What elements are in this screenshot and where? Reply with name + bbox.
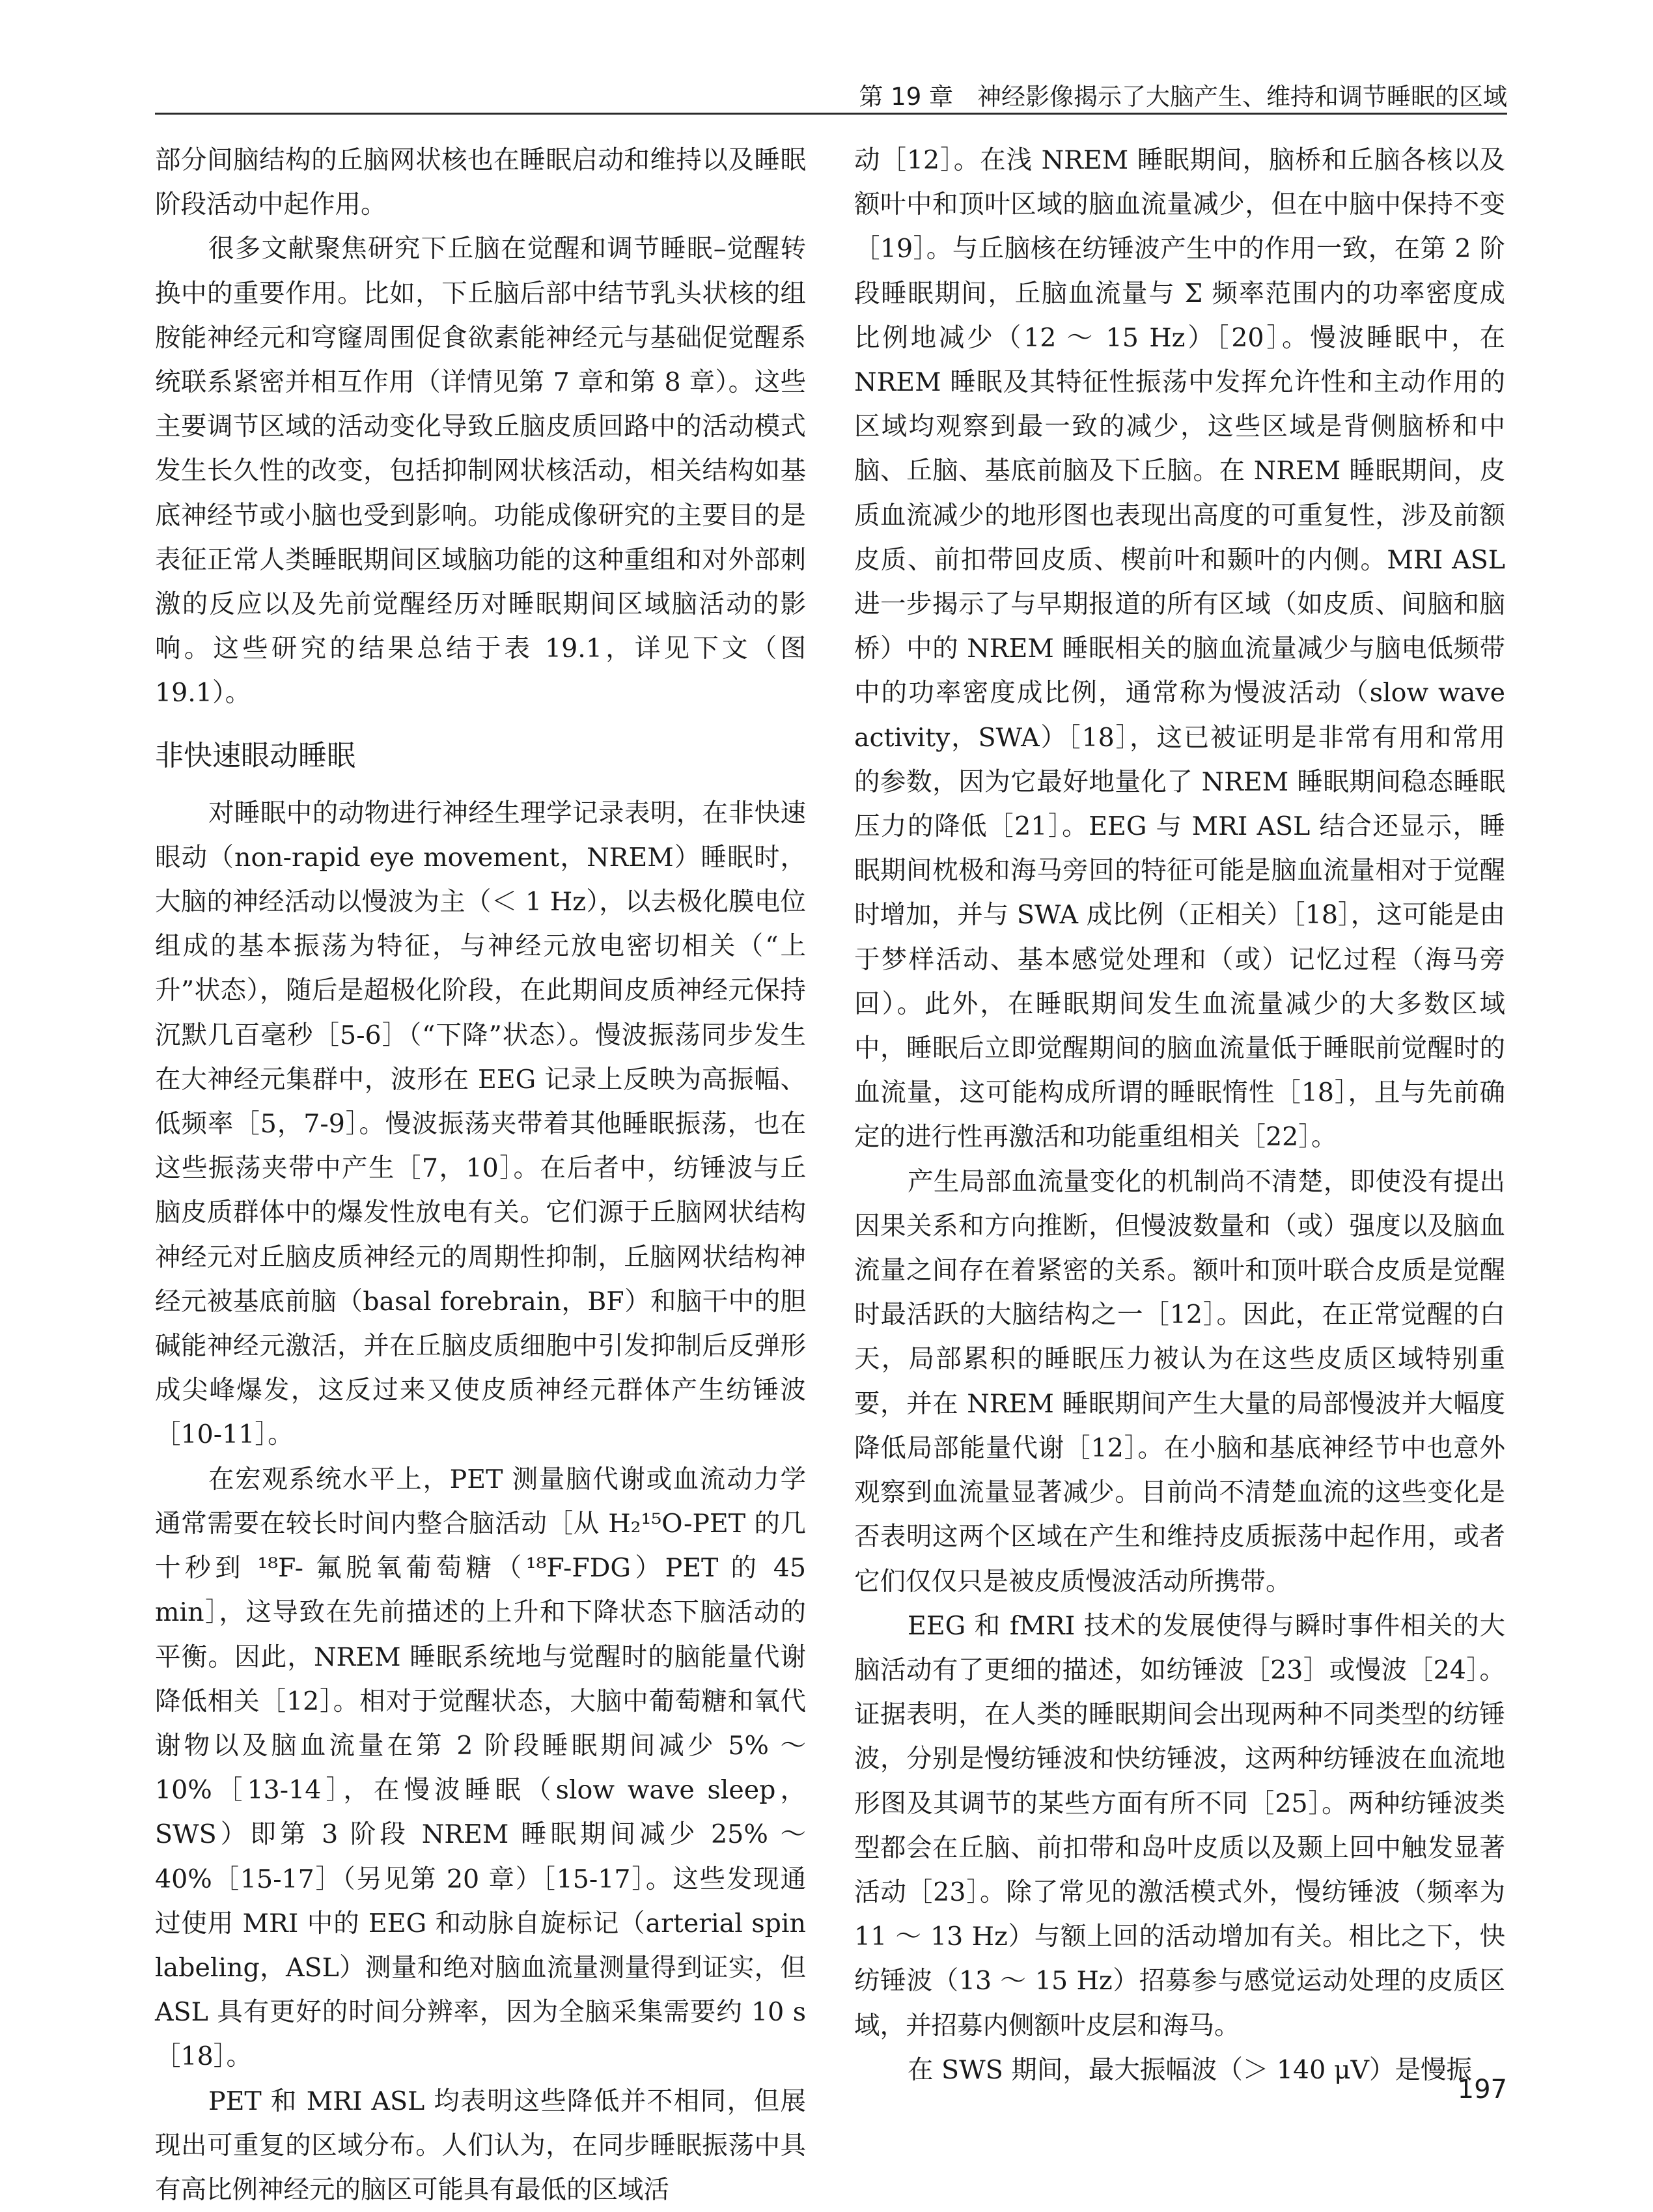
header-rule — [155, 113, 1507, 115]
paragraph: 在宏观系统水平上，PET 测量脑代谢或血流动力学通常需要在较长时间内整合脑活动［从 H₂¹⁵O-PET 的几十秒到 ¹⁸F- 氟脱氧葡萄糖（¹⁸F-FDG）PET 的 45 min］，这导致在先前描述的上升和下降状态下脑活动的平衡。因此，NREM 睡眠系统地与觉醒时的脑能量代谢降低相关［12］。相对于觉醒状态，大脑中葡萄糖和氧代谢物以及脑血流量在第 2 阶段睡眠期间减少 5% ～ 10%［13-14］，在慢波睡眠（slow wave sleep，SWS）即第 3 阶段 NREM 睡眠期间减少 25% ～ 40%［15-17］（另见第 20 章）［15-17］。这些发现通过使用 MRI 中的 EEG 和动脉自旋标记（arterial spin labeling，ASL）测量和绝对脑血流量测量得到证实，但 ASL 具有更好的时间分辨率，因为全脑采集需要约 10 s［18］。 — [155, 1464, 806, 2072]
chapter-title: 第 19 章 神经影像揭示了大脑产生、维持和调节睡眠的区域 — [859, 83, 1507, 111]
section-heading: 非快速眼动睡眠 — [155, 738, 355, 772]
paragraph: 部分间脑结构的丘脑网状核也在睡眠启动和维持以及睡眠阶段活动中起作用。 — [155, 145, 806, 220]
paragraph: PET 和 MRI ASL 均表明这些降低并不相同，但展现出可重复的区域分布。人们认为，在同步睡眠振荡中具有高比例神经元的脑区可能具有最低的区域活 — [155, 2086, 806, 2205]
paragraph: 对睡眠中的动物进行神经生理学记录表明，在非快速眼动（non-rapid eye movement，NREM）睡眠时，大脑的神经活动以慢波为主（＜ 1 Hz），以去极化膜电位组成的基本振荡为特征，与神经元放电密切相关（“上升”状态），随后是超极化阶段，在此期间皮质神经元保持沉默几百毫秒［5-6］（“下降”状态）。慢波振荡同步发生在大神经元集群中，波形在 EEG 记录上反映为高振幅、低频率［5，7-9］。慢波振荡夹带着其他睡眠振荡，也在这些振荡夹带中产生［7，10］。在后者中，纺锤波与丘脑皮质群体中的爆发性放电有关。它们源于丘脑网状结构神经元对丘脑皮质神经元的周期性抑制，丘脑网状结构神经元被基底前脑（basal forebrain，BF）和脑干中的胆碱能神经元激活，并在丘脑皮质细胞中引发抑制后反弹形成尖峰爆发，这反过来又使皮质神经元群体产生纺锤波［10-11］。 — [155, 798, 806, 1450]
paragraph: 产生局部血流量变化的机制尚不清楚，即使没有提出因果关系和方向推断，但慢波数量和（或）强度以及脑血流量之间存在着紧密的关系。额叶和顶叶联合皮质是觉醒时最活跃的大脑结构之一［12］。因此，在正常觉醒的白天，局部累积的睡眠压力被认为在这些皮质区域特别重要，并在 NREM 睡眠期间产生大量的局部慢波并大幅度降低局部能量代谢［12］。在小脑和基底神经节中也意外观察到血流量显著减少。目前尚不清楚血流的这些变化是否表明这两个区域在产生和维持皮质振荡中起作用，或者它们仅仅只是被皮质慢波活动所携带。 — [854, 1166, 1505, 1597]
paragraph: 很多文献聚焦研究下丘脑在觉醒和调节睡眠–觉醒转换中的重要作用。比如，下丘脑后部中结节乳头状核的组胺能神经元和穹窿周围促食欲素能神经元与基础促觉醒系统联系紧密并相互作用（详情见第 7 章和第 8 章）。这些主要调节区域的活动变化导致丘脑皮质回路中的活动模式发生长久性的改变，包括抑制网状核活动，相关结构如基底神经节或小脑也受到影响。功能成像研究的主要目的是表征正常人类睡眠期间区域脑功能的这种重组和对外部刺激的反应以及先前觉醒经历对睡眠期间区域脑活动的影响。这些研究的结果总结于表 19.1，详见下文（图 19.1）。 — [155, 234, 806, 708]
paragraph: 在 SWS 期间，最大振幅波（＞ 140 μV）是慢振 — [908, 2054, 1473, 2085]
page-number: 197 — [1457, 2075, 1507, 2105]
right-column — [854, 138, 1505, 2092]
running-header — [155, 72, 1507, 115]
paragraph: 动［12］。在浅 NREM 睡眠期间，脑桥和丘脑各核以及额叶中和顶叶区域的脑血流量减少，但在中脑中保持不变［19］。与丘脑核在纺锤波产生中的作用一致，在第 2 阶段睡眠期间，丘脑血流量与 Σ 频率范围内的功率密度成比例地减少（12 ～ 15 Hz）［20］。慢波睡眠中，在 NREM 睡眠及其特征性振荡中发挥允许性和主动作用的区域均观察到最一致的减少，这些区域是背侧脑桥和中脑、丘脑、基底前脑及下丘脑。在 NREM 睡眠期间，皮质血流减少的地形图也表现出高度的可重复性，涉及前额皮质、前扣带回皮质、楔前叶和颞叶的内侧。MRI ASL 进一步揭示了与早期报道的所有区域（如皮质、间脑和脑桥）中的 NREM 睡眠相关的脑血流量减少与脑电低频带中的功率密度成比例，通常称为慢波活动（slow wave activity，SWA）［18］，这已被证明是非常有用和常用的参数，因为它最好地量化了 NREM 睡眠期间稳态睡眠压力的降低［21］。EEG 与 MRI ASL 结合还显示，睡眠期间枕极和海马旁回的特征可能是脑血流量相对于觉醒时增加，并与 SWA 成比例（正相关）［18］，这可能是由于梦样活动、基本感觉处理和（或）记忆过程（海马旁回）。此外，在睡眠期间发生血流量减少的大多数区域中，睡眠后立即觉醒期间的脑血流量低于睡眠前觉醒时的血流量，这可能构成所谓的睡眠惰性［18］，且与先前确定的进行性再激活和功能重组相关［22］。 — [854, 145, 1505, 1153]
paragraph: EEG 和 fMRI 技术的发展使得与瞬时事件相关的大脑活动有了更细的描述，如纺锤波［23］或慢波［24］。证据表明，在人类的睡眠期间会出现两种不同类型的纺锤波，分别是慢纺锤波和快纺锤波，这两种纺锤波在血流地形图及其调节的某些方面有所不同［25］。两种纺锤波类型都会在丘脑、前扣带和岛叶皮质以及颞上回中触发显著活动［23］。除了常见的激活模式外，慢纺锤波（频率为 11 ～ 13 Hz）与额上回的活动增加有关。相比之下，快纺锤波（13 ～ 15 Hz）招募参与感觉运动处理的皮质区域，并招募内侧额叶皮层和海马。 — [854, 1610, 1505, 2041]
left-column — [155, 138, 806, 2212]
